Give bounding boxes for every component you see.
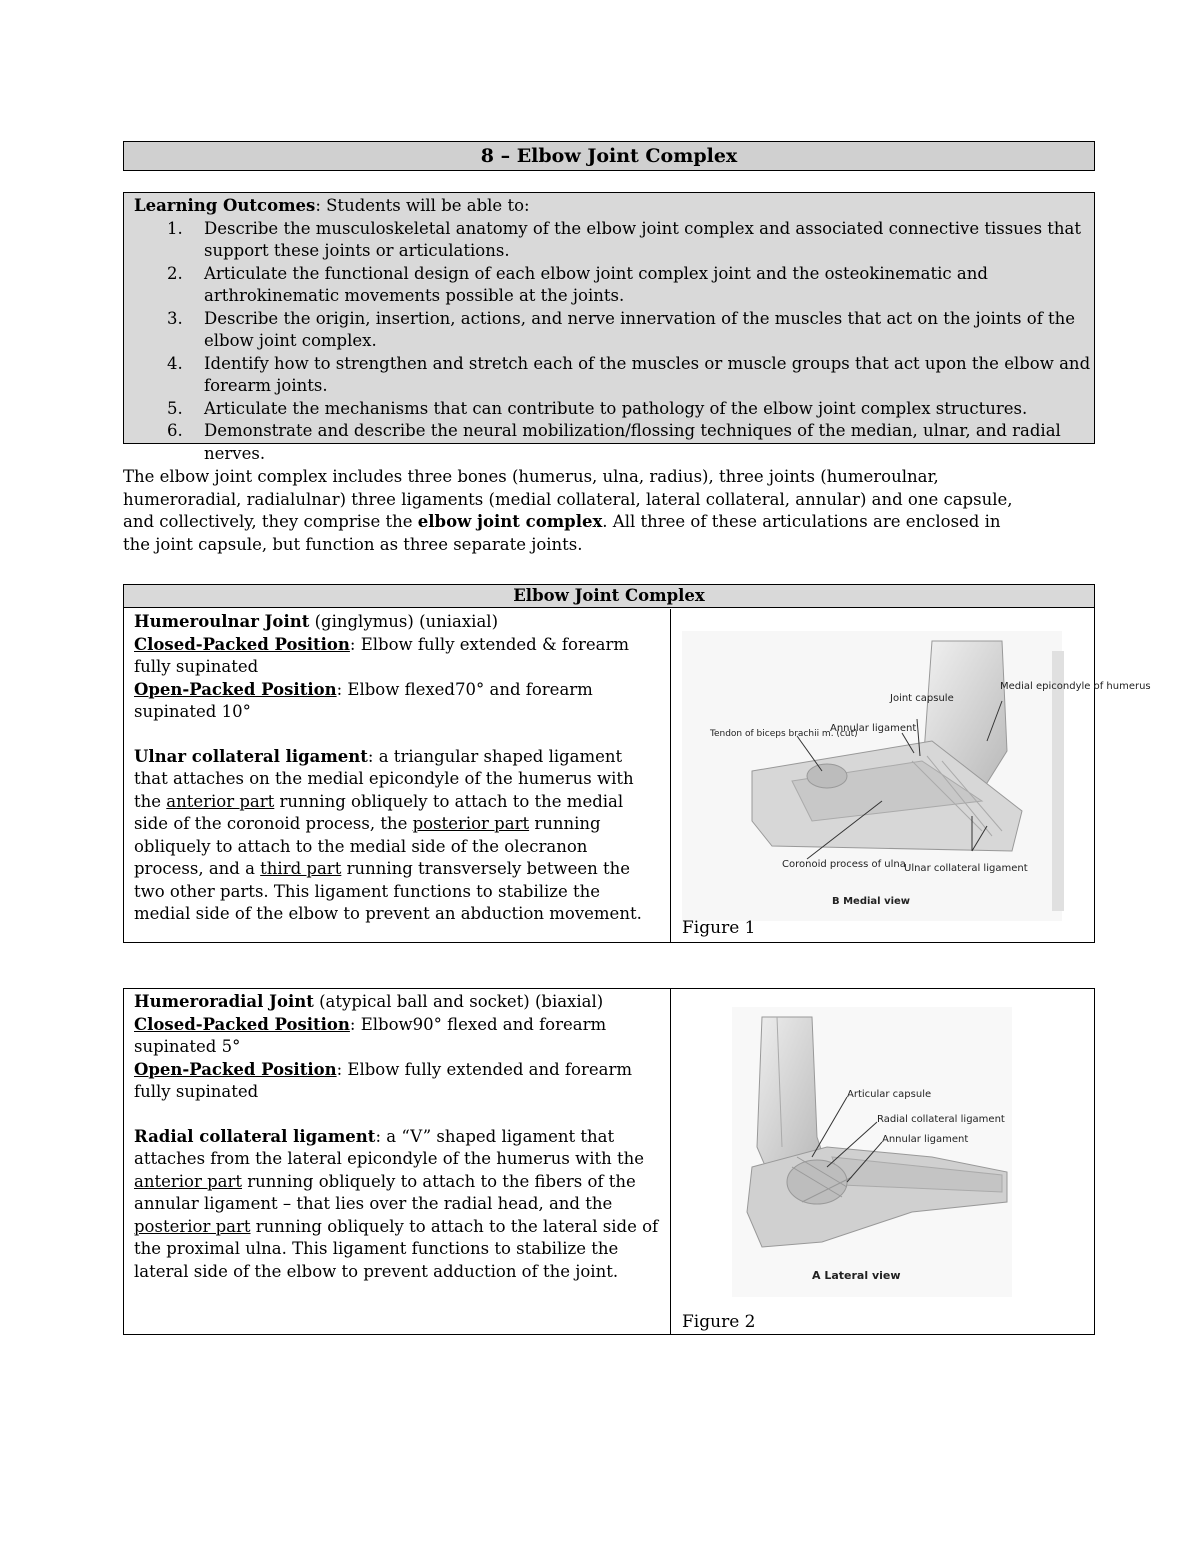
list-text: Describe the musculoskeletal anatomy of the elbow joint complex and associated connective tissues that support these joints or articulations. — [204, 218, 1082, 260]
humeroradial-cell — [124, 989, 671, 1334]
table-header: Elbow Joint Complex — [124, 585, 1094, 608]
joint-type: (ginglymus) (uniaxial) — [309, 612, 499, 631]
lateral-view-caption: A Lateral view — [812, 1269, 901, 1282]
closed-packed-text: : Elbow90° flexed and forearm supinated 5° — [134, 1014, 607, 1056]
open-packed-text: : Elbow fully extended and forearm fully supinated — [134, 1059, 632, 1101]
ligament-text: running obliquely to attach to the medial side of the coronoid process, the — [134, 791, 624, 833]
list-number: 3. — [167, 308, 183, 328]
learning-outcomes-list — [134, 218, 1094, 466]
list-text: Demonstrate and describe the neural mobilization/flossing techniques of the median, ulnar, and radial nerves. — [204, 421, 1061, 463]
radial-collateral-ligament-label: Radial collateral ligament — [877, 1114, 1005, 1125]
ligament-text: running obliquely to attach to the lateral side of the proximal ulna. This ligament functions to stabilize the lateral side of the elbow to prevent adduction of the joint. — [134, 1216, 659, 1281]
joint-name: Humeroradial Joint — [134, 992, 314, 1011]
ligament-text: running obliquely to attach to the fibers of the annular ligament – that lies over the radial head, and the — [134, 1171, 636, 1213]
figure-1-cell — [672, 609, 1151, 942]
learning-outcomes-box — [123, 192, 1095, 463]
joint-capsule-label: Joint capsule — [890, 693, 954, 704]
tendon-biceps-label: Tendon of biceps brachii m. (cut) — [710, 729, 858, 739]
joint-name: Humeroulnar Joint — [134, 612, 310, 631]
figure-1-label: Figure 1 — [682, 918, 756, 938]
ligament-label: Ulnar collateral ligament — [134, 746, 368, 766]
open-packed-label: Open-Packed Position — [134, 679, 337, 699]
figure-2-cell — [672, 989, 1094, 1334]
closed-packed-label: Closed-Packed Position — [134, 634, 350, 654]
coronoid-process-label: Coronoid process of ulna — [782, 859, 906, 870]
open-packed-text: : Elbow flexed70° and forearm supinated 10° — [134, 679, 593, 721]
ligament-underlined-term: anterior part — [166, 791, 275, 811]
list-number: 5. — [167, 398, 183, 418]
list-item — [134, 398, 1094, 421]
radial-collateral-ligament-description — [134, 1126, 660, 1284]
list-item — [134, 218, 1094, 263]
joint-heading — [134, 611, 660, 634]
articular-capsule-label: Articular capsule — [847, 1089, 932, 1100]
annular-ligament-label: Annular ligament — [882, 1134, 969, 1145]
humeroulnar-cell — [124, 609, 671, 942]
intro-bold-term: elbow joint complex — [417, 512, 603, 531]
ligament-text: running obliquely to attach to the medial side of the olecranon process, and a — [134, 814, 601, 878]
learning-outcomes-heading — [134, 195, 1094, 218]
figure-1-medial-elbow-illustration — [682, 631, 1151, 931]
ligament-text: : a “V” shaped ligament that attaches from the lateral epicondyle of the humerus with the — [134, 1126, 645, 1168]
ligament-underlined-term: posterior part — [134, 1216, 251, 1236]
page-title: 8 – Elbow Joint Complex — [123, 141, 1095, 171]
closed-packed-position — [134, 634, 660, 679]
list-item — [134, 308, 1094, 353]
list-text: Identify how to strengthen and stretch each of the muscles or muscle groups that act upon the elbow and forearm joints. — [204, 353, 1091, 395]
joint-type: (atypical ball and socket) (biaxial) — [313, 992, 604, 1011]
open-packed-label: Open-Packed Position — [134, 1059, 337, 1079]
ligament-text: : a triangular shaped ligament that attaches on the medial epicondyle of the humerus with the — [134, 746, 634, 811]
ligament-underlined-term: posterior part — [412, 814, 530, 833]
intro-text-2: . All three of these articulations are enclosed in the joint capsule, but function as three separate joints. — [123, 512, 1001, 554]
ligament-underlined-term: third part — [260, 859, 342, 878]
list-item — [134, 420, 1094, 465]
closed-packed-label: Closed-Packed Position — [134, 1014, 350, 1034]
medial-epicondyle-label: Medial epicondyle of humerus — [1000, 681, 1151, 692]
ulnar-collateral-ligament-description — [134, 746, 660, 926]
list-number: 6. — [167, 421, 183, 440]
list-number: 2. — [167, 263, 183, 283]
ligament-label: Radial collateral ligament — [134, 1126, 376, 1146]
ligament-underlined-term: anterior part — [134, 1171, 243, 1191]
ligament-text: running transversely between the two other parts. This ligament functions to stabilize the medial side of the elbow to prevent an abduction movement. — [134, 859, 642, 923]
list-number: 4. — [167, 353, 183, 373]
list-item — [134, 353, 1094, 398]
list-text: Articulate the functional design of each elbow joint complex joint and the osteokinematic and arthrokinematic movements possible at the joints. — [204, 263, 988, 305]
annular-ligament-label: Annular ligament — [830, 723, 917, 734]
closed-packed-text: : Elbow fully extended & forearm fully supinated — [134, 634, 629, 676]
figure-2-label: Figure 2 — [682, 1312, 756, 1332]
list-number: 1. — [167, 218, 183, 238]
intro-paragraph — [123, 466, 1023, 556]
intro-text-1: The elbow joint complex includes three bones (humerus, ulna, radius), three joints (humeroulnar, humeroradial, radialulnar) three ligaments (medial collateral, lateral collateral, annular) and one capsule, and collectively, they comprise the — [123, 467, 1013, 531]
list-text: Describe the origin, insertion, actions, and nerve innervation of the muscles that act on the joints of the elbow joint complex. — [204, 308, 1076, 350]
open-packed-position — [134, 679, 660, 724]
humeroradial-table — [123, 988, 1095, 1335]
figure-2-lateral-elbow-illustration — [732, 1007, 1032, 1307]
learning-outcomes-label: Learning Outcomes — [134, 196, 316, 215]
joint-heading — [134, 991, 660, 1014]
list-text: Articulate the mechanisms that can contribute to pathology of the elbow joint complex structures. — [204, 398, 1028, 418]
open-packed-position — [134, 1059, 660, 1104]
list-item — [134, 263, 1094, 308]
learning-outcomes-intro: : Students will be able to: — [315, 196, 530, 215]
closed-packed-position — [134, 1014, 660, 1059]
ulnar-collateral-ligament-label: Ulnar collateral ligament — [904, 863, 1028, 874]
elbow-complex-table — [123, 584, 1151, 943]
medial-view-caption: B Medial view — [832, 896, 911, 907]
